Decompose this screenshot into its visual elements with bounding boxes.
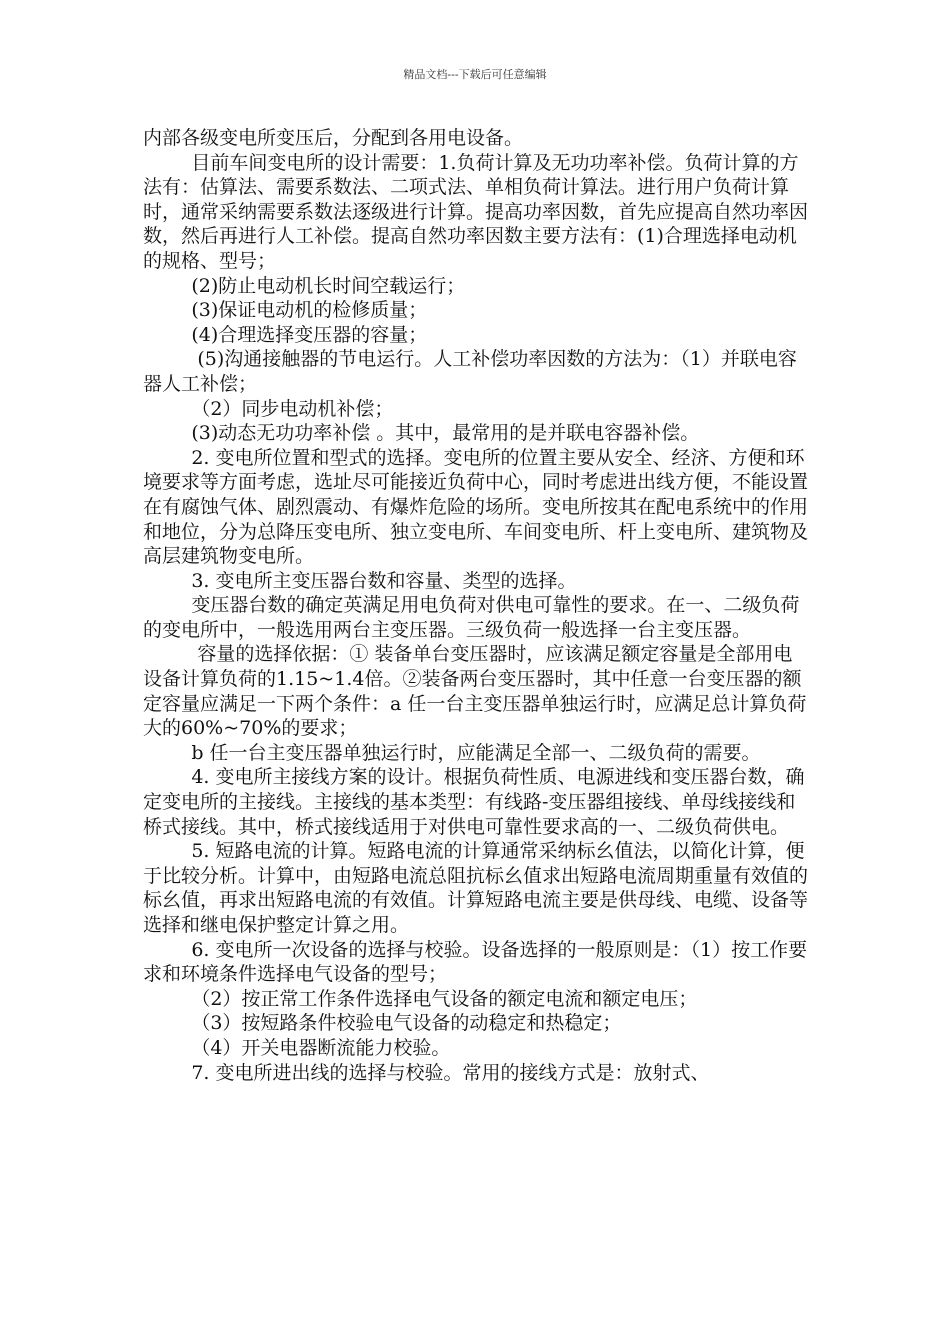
page-header: 精品文档---下载后可任意编辑: [403, 68, 547, 81]
paragraph: (3)保证电动机的检修质量；: [143, 299, 428, 322]
paragraph: 容量的选择依据：① 装备单台变压器时，应该满足额定容量是全部用电设备计算负荷的1.15~1.4倍。②装备两台变压器时，其中任意一台变压器的额定容量应满足一下两个条件：a 任一台主变压器单独运行时，应满足总计算负荷大的60%~70%的要求；: [143, 643, 807, 740]
paragraph: 7. 变电所进出线的选择与校验。常用的接线方式是：放射式、: [143, 1061, 710, 1084]
paragraph: 6. 变电所一次设备的选择与校验。设备选择的一般原则是：（1）按工作要求和环境条件选择电气设备的型号；: [143, 938, 808, 986]
document-body: [143, 126, 809, 1085]
paragraph: (2)防止电动机长时间空载运行；: [143, 274, 466, 297]
paragraph: （2）同步电动机补偿；: [143, 397, 394, 420]
paragraph: 4. 变电所主接线方案的设计。根据负荷性质、电源进线和变压器台数，确定变电所的主接线。主接线的基本类型：有线路-变压器组接线、单母线接线和桥式接线。其中，桥式接线适用于对供电可靠性要求高的一、二级负荷供电。: [143, 766, 805, 838]
paragraph: 2. 变电所位置和型式的选择。变电所的位置主要从安全、经济、方便和环境要求等方面考虑，选址尽可能接近负荷中心，同时考虑进出线方便，不能设置在有腐蚀气体、剧烈震动、有爆炸危险的场所。变电所按其在配电系统中的作用和地位，分为总降压变电所、独立变电所、车间变电所、杆上变电所、建筑物及高层建筑物变电所。: [143, 446, 809, 568]
paragraph: (4)合理选择变压器的容量；: [143, 323, 428, 346]
paragraph: （4）开关电器断流能力校验。: [143, 1036, 451, 1059]
paragraph: 变压器台数的确定英满足用电负荷对供电可靠性的要求。在一、二级负荷的变电所中，一般选用两台主变压器。三级负荷一般选择一台主变压器。: [143, 594, 800, 641]
paragraph: 3. 变电所主变压器台数和容量、类型的选择。: [143, 569, 577, 592]
paragraph: （3）按短路条件校验电气设备的动稳定和热稳定；: [143, 1012, 622, 1035]
paragraph: （2）按正常工作条件选择电气设备的额定电流和额定电压；: [143, 987, 698, 1010]
paragraph: b 任一台主变压器单独运行时，应能满足全部一、二级负荷的需要。: [143, 741, 761, 764]
paragraph: (5)沟通接触器的节电运行。人工补偿功率因数的方法为：（1）并联电容器人工补偿；: [143, 348, 797, 395]
paragraph: 内部各级变电所变压后，分配到各用电设备。: [143, 127, 524, 149]
paragraph: 5. 短路电流的计算。短路电流的计算通常采纳标幺值法，以简化计算，便于比较分析。计算中，由短路电流总阻抗标幺值求出短路电流周期重量有效值的标幺值，再求出短路电流的有效值。计算短路电流主要是供母线、电缆、设备等选择和继电保护整定计算之用。: [143, 840, 809, 936]
paragraph: (3)动态无功功率补偿 。其中，最常用的是并联电容器补偿。: [143, 422, 700, 445]
paragraph: 目前车间变电所的设计需要：1.负荷计算及无功功率补偿。负荷计算的方法有：估算法、需要系数法、二项式法、单相负荷计算法。进行用户负荷计算时，通常采纳需要系数法逐级进行计算。提高功率因数，首先应提高自然功率因数，然后再进行人工补偿。提高自然功率因数主要方法有：(1)合理选择电动机的规格、型号；: [143, 151, 809, 272]
